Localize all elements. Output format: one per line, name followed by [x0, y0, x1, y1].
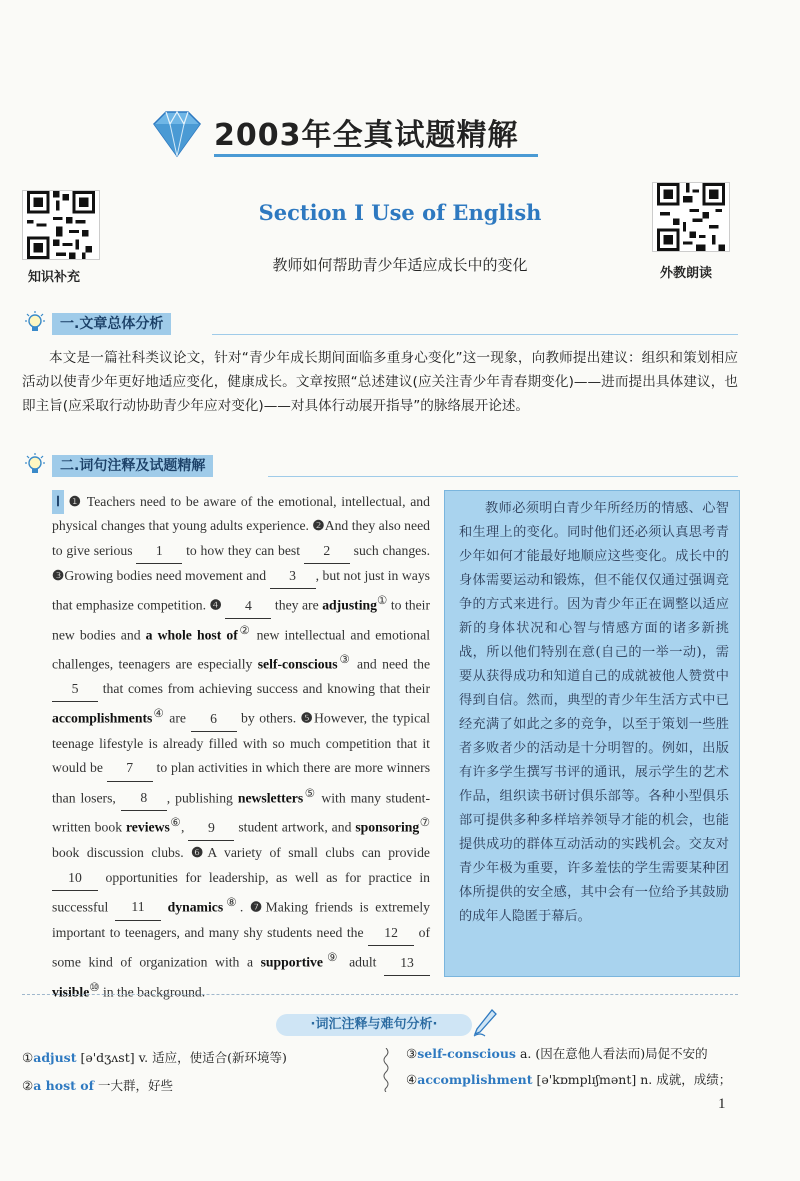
heading-rule — [212, 334, 738, 335]
blank-4[interactable]: 4 — [225, 594, 271, 619]
blank-13[interactable]: 13 — [384, 951, 430, 976]
blank-7[interactable]: 7 — [107, 756, 153, 781]
qr-left-label: 知识补充 — [28, 270, 81, 285]
vocab-word: reviews — [125, 819, 170, 835]
diamond-icon — [148, 108, 206, 160]
paragraph-marker: Ⅰ — [52, 490, 64, 514]
vocab-word: visible — [52, 984, 90, 1000]
blank-2[interactable]: 2 — [304, 539, 350, 564]
blank-5[interactable]: 5 — [52, 677, 98, 702]
heading-label: 一.文章总体分析 — [52, 313, 171, 335]
blank-11[interactable]: 11 — [115, 895, 161, 920]
vocab-item: ②a host of 一大群，好些 — [22, 1078, 173, 1093]
qr-right-label: 外教朗读 — [660, 266, 713, 281]
vocab-word: newsletters — [237, 790, 304, 806]
article-subtitle: 教师如何帮助青少年适应成长中的变化 — [272, 256, 528, 274]
section-heading-overview — [22, 310, 738, 336]
vocab-item: ③self-conscious a. (因在意他人看法而)局促不安的 — [406, 1046, 708, 1061]
sentence-1: Teachers need to be aware of the emotional, intellectual, and physical changes that young adults experience. — [52, 494, 430, 534]
vocab-item: ①adjust [ə'dʒʌst] v. 适应，使适合(新环境等) — [22, 1050, 287, 1065]
vocab-word: sponsoring — [355, 819, 420, 835]
blank-12[interactable]: 12 — [368, 921, 414, 946]
vocab-word: dynamics — [167, 899, 224, 915]
dashed-divider — [22, 994, 738, 995]
qr-code-icon[interactable] — [652, 182, 730, 252]
lightbulb-icon — [22, 310, 48, 336]
translation-box: 教师必须明白青少年所经历的情感、心智和生理上的变化。同时他们还必须认真思考青少年如何才能最好地顺应这些变化。成长中的身体需要运动和锻炼，但不能仅仅通过强调竞争的方式来进行。因为青少年正在调整以适应新的身体状况和心智与情感方面的诸多新挑战，所以他们特别在意(自己的一举一动)，需要从获得成功和知道自己的成就被他人赞赏中得到自信。然而，典型的青少年生活方式中已经充满了如此之多的竞争，以至于策划一些胜者多败者少的活动是十分明智的。例如，出版有许多学生撰写书评的通讯，展示学生的艺术作品，组织读书研讨俱乐部等。各种小型俱乐部可提供多种多样培养领导才能的机会，也能提供成功的群体互动活动的实践机会。交友对青少年极为重要，许多羞怯的学生需要某种团体所提供的安全感，其中会有一位给予其鼓励的成年人隐匿于幕后。 — [444, 490, 740, 977]
vocab-word: self-conscious — [257, 656, 338, 672]
vocab-word: a whole host of — [145, 627, 238, 643]
title-underline — [214, 154, 538, 157]
vocab-word: accomplishments — [52, 710, 153, 726]
blank-10[interactable]: 10 — [52, 866, 98, 891]
vocab-item: ④accomplishment [ə'kɒmplɪʃmənt] n. 成就，成绩； — [406, 1072, 732, 1087]
blank-6[interactable]: 6 — [191, 707, 237, 732]
blank-8[interactable]: 8 — [121, 786, 167, 811]
vocab-heading-label: ·词汇注释与难句分析· — [276, 1014, 472, 1036]
page-number: 1 — [718, 1096, 726, 1112]
pen-icon — [472, 1008, 498, 1038]
heading-label: 二.词句注释及试题精解 — [52, 455, 213, 477]
heading-rule — [268, 476, 738, 477]
page-title: 2003年全真试题精解 — [214, 118, 519, 153]
wavy-divider — [382, 1048, 390, 1092]
overview-paragraph: 本文是一篇社科类议论文，针对“青少年成长期间面临多重身心变化”这一现象，向教师提出建议：组织和策划相应活动以使青少年更好地适应变化，健康成长。文章按照“总述建议(应关注青少年青春期变化)——进而提出具体建议，也即主旨(应采取行动协助青少年应对变化)——对具体行动展开指导”的脉络展开论述。 — [22, 350, 738, 414]
blank-1[interactable]: 1 — [136, 539, 182, 564]
vocab-word: supportive — [260, 954, 323, 970]
blank-9[interactable]: 9 — [188, 816, 234, 841]
lightbulb-icon — [22, 452, 48, 478]
blank-3[interactable]: 3 — [270, 564, 316, 589]
section-heading-annotations — [22, 452, 738, 478]
cloze-passage: Ⅰ ❶ Teachers need to be aware of the emotional, intellectual, and physical changes that young adults experience. ❷And they also need to give serious 1 to how they can best 2 such changes. ❸Growing bodies need movement and 3 , but not just in ways that emphasize competition. ❹ 4 they are adjusting① to their new bodies and a whole host of② new intellectual and emotional challenges, teenagers are especially self-conscious③ and need the 5 that comes from achieving success and knowing that their accomplishments④ are 6 by others. ❺However, the typical teenage lifestyle is already filled with so much competition that it would be 7 to plan activities in which there are more winners than losers, 8 , publishing newsletters⑤ with many student-written book reviews⑥, 9 student artwork, and sponsoring⑦ book discussion clubs. ❻A variety of small clubs can provide 10 opportunities for leadership, as well as for practice in successful 11 dynamics⑧. ❼Making friends is extremely important to teenagers, and many shy students need the 12 of some kind of organization with a supportive⑨ adult 13 visible⑩ in the background. — [52, 490, 430, 1005]
section-title: Section Ⅰ Use of English — [258, 200, 542, 225]
vocab-word: adjusting — [322, 597, 377, 613]
vocab-heading — [276, 1014, 496, 1040]
